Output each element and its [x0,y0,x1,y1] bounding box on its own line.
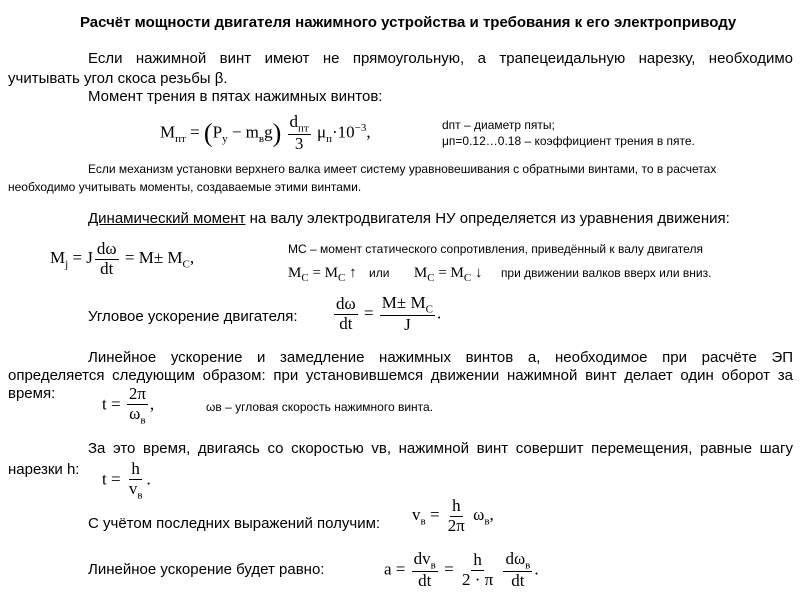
note-pyata-diameter: dпт – диаметр пяты; [442,118,555,132]
page-title: Расчёт мощности двигателя нажимного устройства и требования к его электроприводу [80,14,737,31]
paragraph-4-line-2: нарезки h: [8,461,80,478]
dynamic-moment-term: Динамический момент [88,210,246,227]
paragraph-6: Линейное ускорение будет равно: [88,561,325,578]
paragraph-1-line-2: учитывать угол скоса резьбы β. [8,70,228,87]
angular-acceleration-label: Угловое ускорение двигателя: [88,308,298,325]
note-static-moment-directions: $M_C = M_C$ ↑ или $M_C = M_C$ ↓ при движении валков вверх или вниз. [288,265,712,284]
dynamic-moment-line: Динамический момент на валу электродвигателя НУ определяется из уравнения движения: [88,210,730,227]
equation-angular-acceleration: $\frac{d\omega}{dt}$ = $\frac{M\pm M_C}{J}$ . [336,293,442,335]
equation-linear-acceleration: a = $\frac{dv_в}{dt}$ = $\frac{h}{2 \cdot \pi}$ $\frac{d\omega_в}{dt}$ . [384,549,539,591]
paragraph-2-line-2: необходимо учитывать моменты, создаваемые этими винтами. [8,180,362,194]
paragraph-2-line-1: Если механизм установки верхнего валка имеет систему уравновешивания с обратными винтами, то в расчетах [88,162,717,176]
equation-time-by-pitch: t = $\frac{h}{v_в}$ . [102,459,151,502]
paragraph-3-line-2: определяется следующим образом: при установившемся движении нажимной винт делает один оборот за [8,367,793,384]
paragraph-3-line-1: Линейное ускорение и замедление нажимных винтов a, необходимое при расчёте ЭП [88,349,793,366]
equation-friction-moment: $M_{пт} = (P_у - m_вg)$ $\frac{d_{пт}}{3}$ $\mu_п\cdot 10^{-3}$, [160,112,371,154]
note-static-moment: MC – момент статического сопротивления, приведённый к валу двигателя [288,242,703,256]
paragraph-3-line-3: время: [8,385,56,402]
paragraph-5: С учётом последних выражений получим: [88,515,381,532]
paragraph-4-line-1: За это время, двигаясь со скоростью vв, нажимной винт совершит перемещения, равные шагу [88,440,793,457]
note-friction-coefficient: μп=0.12…0.18 – коэффициент трения в пяте. [442,134,695,148]
equation-rotation-time: t = $\frac{2\pi}{\omega_в}$ , [102,384,155,427]
note-angular-speed: ωв – угловая скорость нажимного винта. [206,400,434,414]
paragraph-1-line-1: Если нажимной винт имеют не прямоугольную, а трапецеидальную нарезку, необходимо [88,50,793,67]
paragraph-1-line-3: Момент трения в пятах нажимных винтов: [88,88,383,105]
equation-screw-speed: $v_в$ = $\frac{h}{2\pi}$ $\omega_в$, [412,496,494,535]
equation-dynamic-moment: $M_j = J$ $\frac{d\omega}{dt}$ = $M\pm M_C$, [50,239,195,278]
